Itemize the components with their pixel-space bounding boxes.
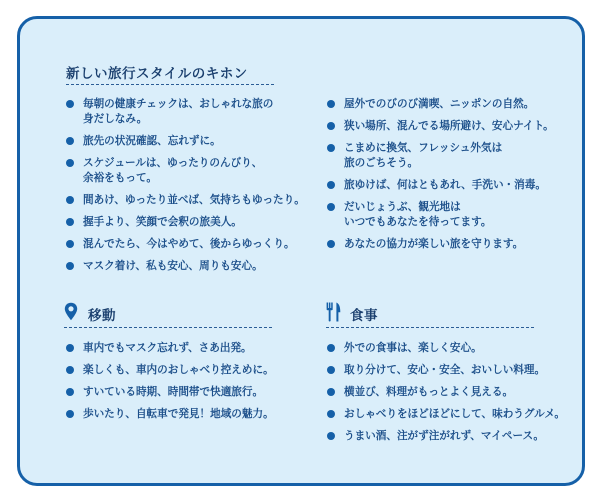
bullet-icon [66,344,74,352]
list-item-text: 車内でもマスク忘れず、さあ出発。 [83,342,252,354]
title-underline [66,84,274,85]
fork-knife-icon [326,302,342,322]
list-item-text: 横並び、料理がもっとよく見える。 [344,386,514,398]
list-item-text: 屋外でのびのび満喫、ニッポンの自然。 [344,98,535,110]
list-item-text: 間あけ、ゆったり並べば、気持ちもゆったり。 [83,194,305,206]
bullet-icon [327,144,335,152]
travel-list [66,341,321,429]
bullet-icon [327,366,335,374]
travel-underline [64,327,272,328]
bullet-icon [66,218,74,226]
list-item-text: 握手より、笑顔で会釈の旅美人。 [83,216,242,228]
list-item [327,363,582,378]
bullet-icon [66,196,74,204]
left-list [66,97,321,281]
bullet-icon [327,240,335,248]
bullet-icon [66,388,74,396]
list-item-text: 混んでたら、今はやめて、後からゆっくり。 [83,238,295,250]
list-item-text: 歩いたり、自転車で発見！地域の魅力。 [83,408,274,420]
list-item [66,134,321,149]
bullet-icon [327,388,335,396]
list-item-text: スケジュールは、ゆったりのんびり、 余裕をもって。 [83,157,263,184]
list-item [327,141,582,171]
list-item-text: 旅先の状況確認、忘れずに。 [83,135,221,147]
list-item-text: 楽しくも、車内のおしゃべり控えめに。 [83,364,274,376]
list-item-text: あなたの協力が楽しい旅を守ります。 [344,238,524,250]
bullet-icon [327,181,335,189]
list-item [327,97,582,112]
bullet-icon [66,410,74,418]
list-item-text: こまめに換気、フレッシュ外気は 旅のごちそう。 [344,142,503,169]
section-title-food: 食事 [350,308,378,324]
list-item-text: おしゃべりをほどほどにして、味わうグルメ。 [344,408,565,420]
main-title: 新しい旅行スタイルのキホン [66,66,248,82]
bullet-icon [327,100,335,108]
list-item [66,341,321,356]
list-item [66,193,321,208]
list-item [327,341,582,356]
bullet-icon [66,137,74,145]
bullet-icon [327,432,335,440]
bullet-icon [66,262,74,270]
list-item-text: 外での食事は、楽しく安心。 [344,342,482,354]
right-list [327,97,582,259]
section-title-travel: 移動 [88,308,116,324]
list-item-text: だいじょうぶ、観光地は いつでもあなたを待ってます。 [344,201,492,228]
list-item [66,259,321,274]
list-item [327,119,582,134]
list-item-text: 狭い場所、混んでる場所避け、安心ナイト。 [344,120,554,132]
list-item-text: すいている時期、時間帯で快適旅行。 [83,386,264,398]
list-item-text: 毎朝の健康チェックは、おしゃれな旅の 身だしなみ。 [83,98,274,125]
bullet-icon [66,366,74,374]
list-item [327,237,582,252]
list-item [66,407,321,422]
list-item [66,156,321,186]
list-item [327,178,582,193]
bullet-icon [327,344,335,352]
list-item [66,237,321,252]
food-underline [326,327,534,328]
bullet-icon [327,410,335,418]
list-item [327,385,582,400]
map-pin-icon [64,302,78,321]
list-item [66,97,321,127]
food-list [327,341,582,451]
list-item [66,363,321,378]
bullet-icon [66,159,74,167]
list-item-text: マスク着け、私も安心、周りも安心。 [83,260,263,272]
bullet-icon [66,240,74,248]
list-item [327,429,582,444]
list-item [66,385,321,400]
list-item [327,200,582,230]
list-item-text: 旅ゆけば、何はともあれ、手洗い・消毒。 [344,179,546,191]
list-item [327,407,582,422]
list-item-text: うまい酒、注がず注がれず、マイペース。 [344,430,545,442]
bullet-icon [327,122,335,130]
list-item-text: 取り分けて、安心・安全、おいしい料理。 [344,364,546,376]
list-item [66,215,321,230]
bullet-icon [66,100,74,108]
bullet-icon [327,203,335,211]
